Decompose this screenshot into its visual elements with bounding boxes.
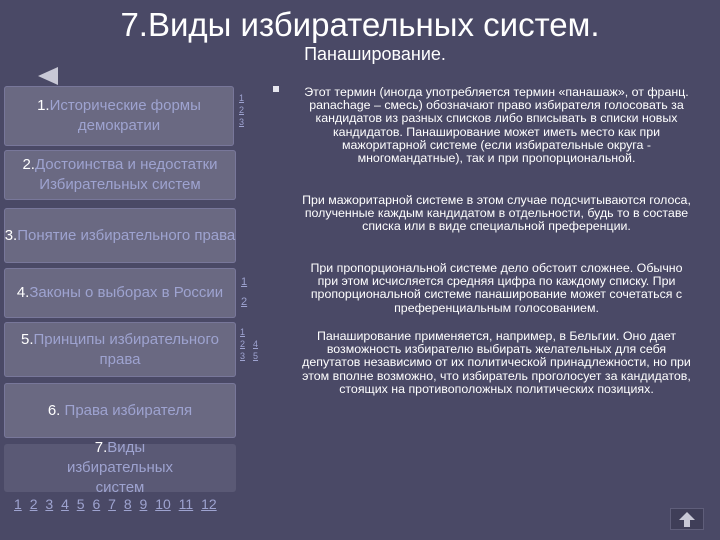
page-link[interactable]: 5 bbox=[76, 496, 85, 512]
nav-number: 7. bbox=[94, 439, 108, 456]
sub-links-1[interactable] bbox=[239, 92, 244, 128]
nav-label: Виды избирательных систем bbox=[66, 439, 174, 496]
nav-item-historical-forms[interactable] bbox=[4, 86, 234, 146]
slide-subtitle: Панаширование. bbox=[304, 44, 446, 64]
bullet-icon bbox=[273, 86, 279, 92]
nav-item-electoral-right[interactable] bbox=[4, 208, 236, 263]
sub-link[interactable]: 2 bbox=[240, 339, 246, 349]
nav-number: 6. bbox=[47, 401, 65, 419]
nav-number: 5. bbox=[21, 330, 34, 348]
nav-item-election-laws[interactable] bbox=[4, 268, 236, 318]
sub-links-5b[interactable] bbox=[253, 338, 258, 362]
page-link[interactable]: 9 bbox=[139, 496, 148, 512]
nav-label: Принципы избирательного права bbox=[33, 330, 219, 368]
nav-label: Права избирателя bbox=[64, 401, 193, 419]
sub-link[interactable]: 5 bbox=[253, 351, 259, 361]
nav-item-electoral-systems[interactable] bbox=[4, 439, 236, 496]
sub-links-4[interactable] bbox=[241, 272, 247, 312]
sub-link[interactable]: 3 bbox=[240, 351, 246, 361]
nav-number: 3. bbox=[4, 226, 18, 244]
sub-link[interactable]: 2 bbox=[239, 105, 245, 115]
paragraph-definition: Этот термин (иногда употребляется термин «панашаж», от франц. panachage – смесь) обозначают право избирателя голосовать за кандидатов из разных списков либо вписывать в списки новых кандидатов. Панаширование может иметь место как при мажоритарной системе (если избирательные округа - многомандатные), так и при пропорциональной. bbox=[304, 85, 689, 166]
nav-item-principles[interactable] bbox=[4, 322, 236, 377]
home-button[interactable] bbox=[670, 508, 704, 530]
slide-title: 7.Виды избирательных систем. bbox=[120, 6, 600, 43]
paragraph-majoritarian: При мажоритарной системе в этом случае подсчитываются голоса, полученные каждым кандидатом в отдельности, будь то в составе списка или в виде специальной преференции. bbox=[302, 193, 691, 234]
back-arrow-icon[interactable] bbox=[36, 66, 60, 86]
sub-link[interactable]: 2 bbox=[241, 296, 248, 308]
page-link[interactable]: 2 bbox=[29, 496, 38, 512]
sub-link[interactable]: 1 bbox=[240, 327, 246, 337]
page-link[interactable]: 1 bbox=[14, 496, 22, 512]
nav-label: Достоинства и недостатки Избирательных систем bbox=[34, 156, 218, 193]
nav-label: Понятие избирательного права bbox=[17, 226, 236, 244]
page-link[interactable]: 6 bbox=[92, 496, 101, 512]
paragraph-belgium: Панаширование применяется, например, в Бельгии. Оно дает возможность избирателю выбирать желательных для себя депутатов независимо от их политической принадлежности, но при этом вполне возможно, что избиратель проголосует за кандидатов, стоящих на противоположных политических позициях. bbox=[302, 329, 691, 396]
sub-link[interactable]: 1 bbox=[241, 276, 248, 288]
sub-link[interactable]: 3 bbox=[239, 117, 245, 127]
sub-link[interactable]: 1 bbox=[239, 93, 245, 103]
nav-item-voter-rights[interactable] bbox=[4, 383, 236, 438]
nav-label: Исторические формы демократии bbox=[49, 97, 201, 134]
nav-number: 2. bbox=[22, 156, 35, 173]
page-link[interactable]: 4 bbox=[61, 496, 69, 512]
page-link[interactable]: 10 bbox=[155, 496, 171, 512]
sub-link[interactable]: 4 bbox=[253, 339, 259, 349]
nav-item-advantages[interactable] bbox=[4, 150, 236, 200]
sub-links-5[interactable] bbox=[240, 326, 245, 362]
paragraph-proportional: При пропорциональной системе дело обстоит сложнее. Обычно при этом исчисляется средняя цифра по каждому списку. При пропорциональной системе панаширование может сочетаться с преференциальным голосованием. bbox=[310, 261, 683, 315]
page-link[interactable]: 11 bbox=[178, 496, 194, 512]
nav-number: 1. bbox=[37, 97, 50, 114]
nav-number: 4. bbox=[16, 284, 30, 301]
page-link[interactable]: 8 bbox=[123, 496, 132, 512]
page-links[interactable] bbox=[14, 496, 221, 512]
page-link[interactable]: 7 bbox=[108, 496, 116, 512]
page-link[interactable]: 12 bbox=[201, 496, 217, 512]
nav-label: Законы о выборах в России bbox=[29, 284, 224, 301]
up-arrow-icon bbox=[677, 512, 697, 528]
page-link[interactable]: 3 bbox=[45, 496, 54, 512]
